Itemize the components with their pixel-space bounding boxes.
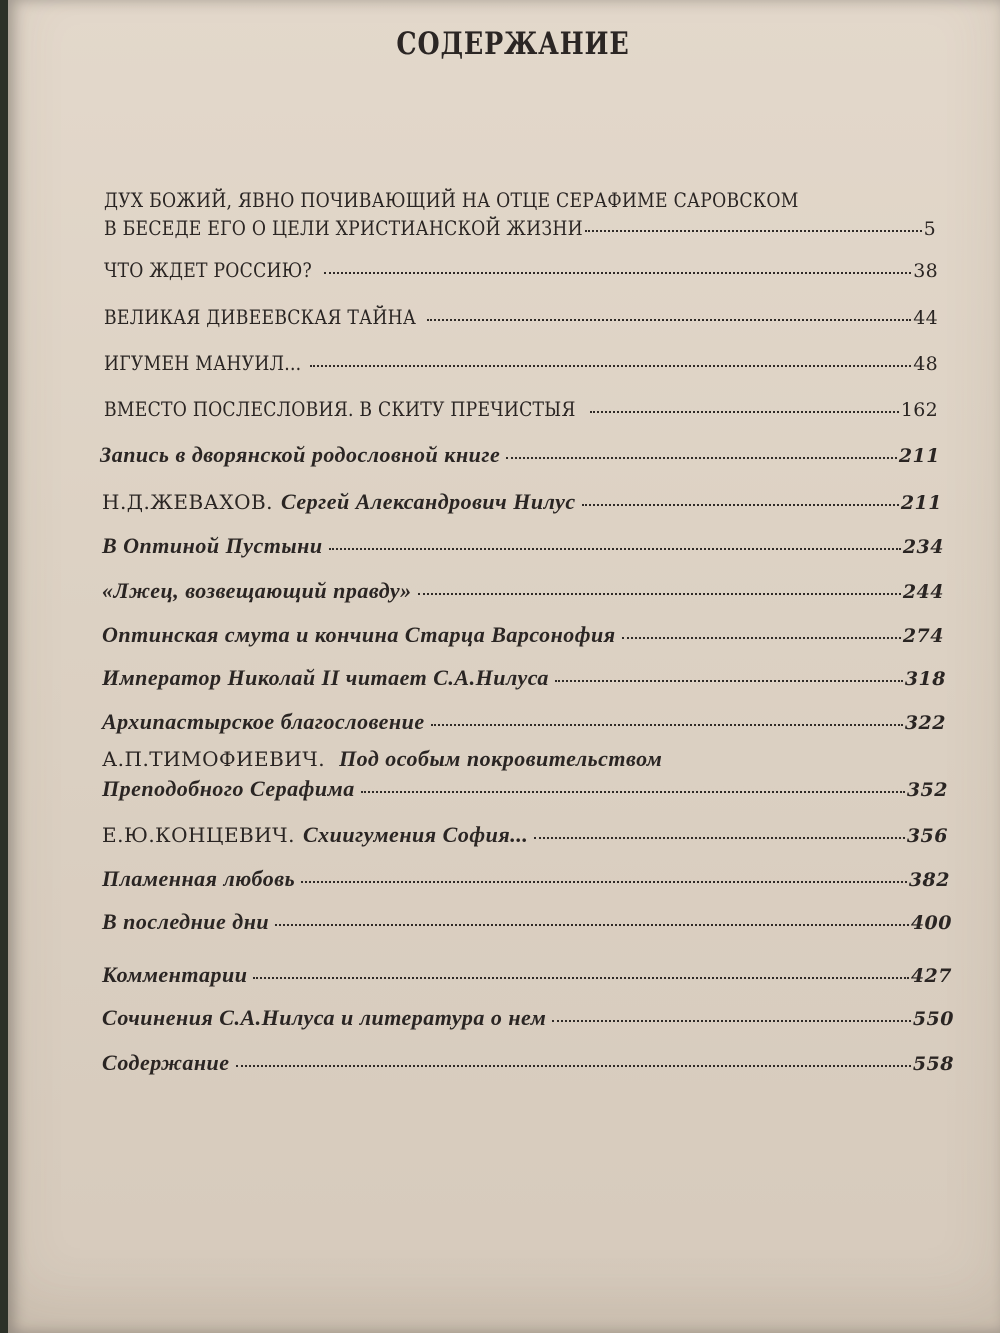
dot-leader bbox=[236, 1065, 911, 1067]
toc-entry-title: ВМЕСТО ПОСЛЕСЛОВИЯ. В СКИТУ ПРЕЧИСТЫЯ bbox=[104, 397, 576, 421]
dot-leader bbox=[622, 637, 901, 639]
toc-entry bbox=[102, 866, 950, 892]
dot-leader bbox=[324, 272, 911, 274]
toc-entry-title-line1: Под особым покровительством bbox=[339, 746, 663, 771]
dot-leader bbox=[590, 411, 898, 413]
dot-leader bbox=[506, 457, 897, 459]
dot-leader bbox=[555, 680, 903, 682]
toc-entry-title: Сочинения С.А.Нилуса и литература о нем bbox=[102, 1005, 547, 1030]
toc-entry bbox=[102, 489, 942, 515]
toc-entry-title: Оптинская смута и кончина Старца Варсонофия bbox=[102, 622, 616, 647]
toc-entry bbox=[104, 188, 936, 240]
toc-entry bbox=[100, 442, 940, 468]
dot-leader bbox=[582, 504, 899, 506]
toc-page-number: 558 bbox=[912, 1053, 954, 1075]
toc-entry-author: Н.Д.ЖЕВАХОВ. bbox=[102, 490, 274, 514]
toc-page-number: 322 bbox=[904, 712, 946, 734]
toc-entry bbox=[104, 258, 938, 282]
toc-page-number: 211 bbox=[898, 445, 940, 467]
dot-leader bbox=[253, 977, 908, 979]
toc-entry-title: В БЕСЕДЕ ЕГО О ЦЕЛИ ХРИСТИАНСКОЙ ЖИЗНИ bbox=[104, 216, 583, 240]
toc-entry bbox=[102, 909, 952, 935]
toc-page-number: 48 bbox=[913, 353, 938, 375]
dot-leader bbox=[310, 365, 912, 367]
toc-page-number: 550 bbox=[912, 1008, 954, 1030]
toc-entry bbox=[102, 822, 948, 848]
toc-entry bbox=[102, 709, 946, 735]
toc-entry-title: В Оптиной Пустыни bbox=[102, 533, 323, 558]
toc-entry-title: Схиигумения София... bbox=[303, 822, 529, 847]
toc-entry-title: «Лжец, возвещающий правду» bbox=[102, 578, 412, 603]
dot-leader bbox=[552, 1020, 910, 1022]
dot-leader bbox=[275, 924, 909, 926]
book-page bbox=[8, 0, 1000, 1333]
dot-leader bbox=[431, 724, 903, 726]
dot-leader bbox=[534, 837, 905, 839]
toc-page-number: 318 bbox=[904, 668, 946, 690]
toc-entry bbox=[102, 622, 944, 648]
dot-leader bbox=[418, 593, 901, 595]
dot-leader bbox=[361, 791, 905, 793]
dot-leader bbox=[301, 881, 907, 883]
toc-page-number: 244 bbox=[902, 581, 944, 603]
toc-page-number: 274 bbox=[902, 625, 944, 647]
toc-page-number: 352 bbox=[906, 779, 948, 801]
toc-entry bbox=[104, 397, 938, 421]
toc-entry-title: Архипастырское благословение bbox=[102, 709, 425, 734]
toc-entry bbox=[102, 1050, 954, 1076]
toc-page-number: 162 bbox=[900, 399, 938, 421]
page-title: СОДЕРЖАНИЕ bbox=[396, 26, 630, 62]
toc-entry-author: Е.Ю.КОНЦЕВИЧ. bbox=[102, 823, 295, 847]
toc-entry-title: Пламенная любовь bbox=[102, 866, 296, 891]
dot-leader bbox=[427, 319, 911, 321]
toc-entry-title: ИГУМЕН МАНУИЛ... bbox=[104, 351, 302, 375]
toc-entry-title: Запись в дворянской родословной книге bbox=[100, 442, 501, 467]
toc-entry bbox=[102, 578, 944, 604]
toc-entry bbox=[102, 962, 952, 988]
toc-page-number: 356 bbox=[906, 825, 948, 847]
toc-entry bbox=[102, 665, 946, 691]
toc-page-number: 234 bbox=[902, 536, 944, 558]
toc-entry-title: Комментарии bbox=[102, 962, 248, 987]
toc-entry bbox=[104, 351, 938, 375]
toc-page-number: 427 bbox=[910, 965, 952, 987]
dot-leader bbox=[329, 548, 901, 550]
toc-page-number: 382 bbox=[908, 869, 950, 891]
toc-entry-title: Император Николай II читает С.А.Нилуса bbox=[102, 665, 549, 690]
toc-entry bbox=[102, 1005, 954, 1031]
toc-page-number: 5 bbox=[923, 218, 936, 240]
toc-page-number: 400 bbox=[910, 912, 952, 934]
toc-entry-title-line1: ДУХ БОЖИЙ, ЯВНО ПОЧИВАЮЩИЙ НА ОТЦЕ СЕРАФИМЕ САРОВСКОМ bbox=[104, 188, 799, 212]
toc-entry-title: Содержание bbox=[102, 1050, 230, 1075]
toc-entry-title: В последние дни bbox=[102, 909, 270, 934]
toc-page-number: 38 bbox=[913, 260, 938, 282]
toc-entry-title: ЧТО ЖДЕТ РОССИЮ? bbox=[104, 258, 313, 282]
toc-entry-title: Сергей Александрович Нилус bbox=[281, 489, 576, 514]
toc-page-number: 44 bbox=[913, 307, 938, 329]
toc-entry-title: ВЕЛИКАЯ ДИВЕЕВСКАЯ ТАЙНА bbox=[104, 305, 417, 329]
toc-entry-author: А.П.ТИМОФИЕВИЧ. bbox=[102, 747, 326, 771]
dot-leader bbox=[585, 230, 922, 232]
toc-entry-title: Преподобного Серафима bbox=[102, 776, 355, 801]
toc-entry bbox=[102, 533, 944, 559]
toc-entry bbox=[104, 305, 938, 329]
toc-page-number: 211 bbox=[900, 492, 942, 514]
toc-entry bbox=[102, 746, 948, 802]
